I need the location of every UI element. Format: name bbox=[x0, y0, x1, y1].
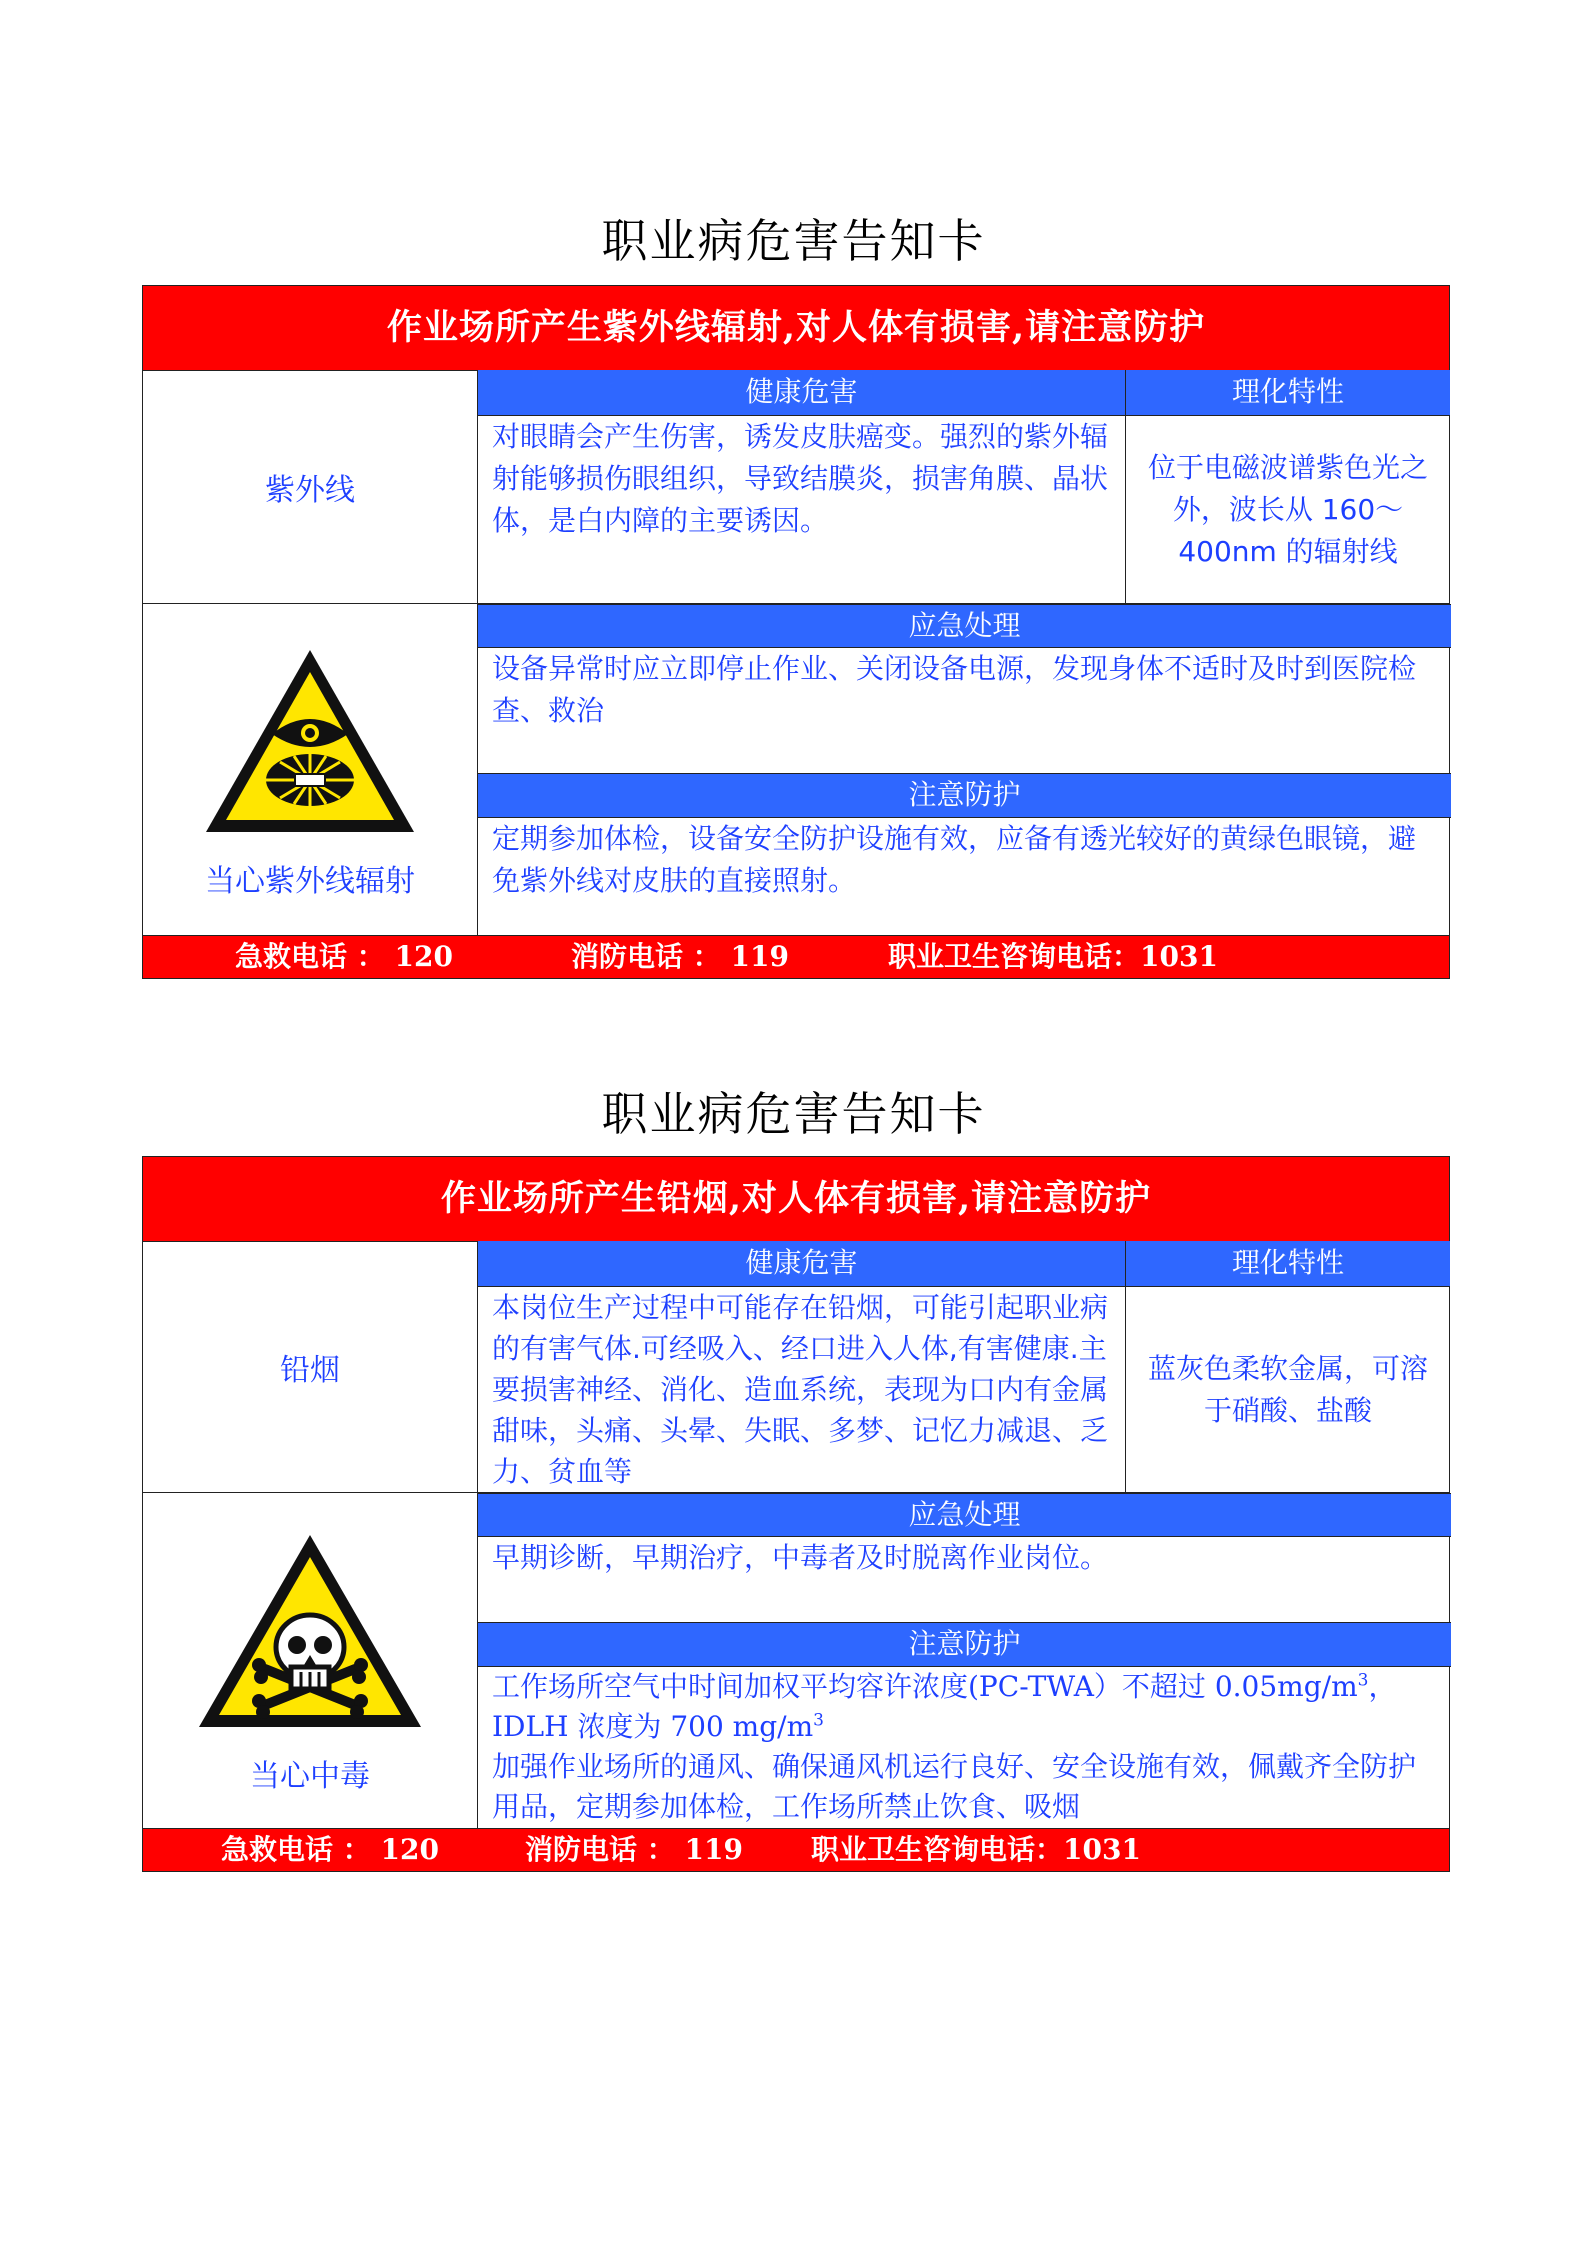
protection-text: 定期参加体检，设备安全防护设施有效，应备有透光较好的黄绿色眼镜，避免紫外线对皮肤的直接照射。 bbox=[492, 822, 1417, 897]
first-aid-phone: 急救电话 ： 120 bbox=[235, 940, 453, 973]
health-hazard-header: 健康危害 bbox=[478, 370, 1126, 416]
card-banner: 作业场所产生紫外线辐射,对人体有损害,请注意防护 bbox=[143, 286, 1449, 371]
fire-phone: 消防电话 ： 119 bbox=[571, 940, 789, 973]
protection-header: 注意防护 bbox=[478, 1623, 1451, 1667]
occupational-health-phone: 职业卫生咨询电话：1031 bbox=[811, 1833, 1141, 1866]
uv-radiation-warning-icon bbox=[200, 642, 420, 842]
page-title: 职业病危害告知卡 bbox=[601, 214, 986, 268]
protection-idlh-line: IDLH 浓度为 700 $mg/m^3$ bbox=[492, 1710, 824, 1743]
properties-header: 理化特性 bbox=[1126, 1241, 1450, 1287]
warning-sign-label: 当心紫外线辐射 bbox=[205, 864, 415, 899]
emergency-header: 应急处理 bbox=[478, 604, 1451, 648]
emergency-text: 设备异常时应立即停止作业、关闭设备电源，发现身体不适时及时到医院检查、救治 bbox=[478, 648, 1451, 774]
page-title: 职业病危害告知卡 bbox=[601, 1087, 986, 1141]
poison-skull-warning-icon bbox=[195, 1529, 425, 1737]
hazard-notice-card bbox=[142, 285, 1450, 979]
health-hazard-header: 健康危害 bbox=[478, 1241, 1126, 1287]
health-hazard-text: 对眼睛会产生伤害，诱发皮肤癌变。强烈的紫外辐射能够损伤眼组织，导致结膜炎，损害角膜、晶状体，是白内障的主要诱因。 bbox=[478, 416, 1126, 604]
emergency-text: 早期诊断，早期治疗，中毒者及时脱离作业岗位。 bbox=[478, 1537, 1451, 1623]
properties-text: 位于电磁波谱紫色光之外，波长从 160～400nm 的辐射线 bbox=[1126, 416, 1450, 604]
properties-header: 理化特性 bbox=[1126, 370, 1450, 416]
hazard-name-cell bbox=[143, 1241, 478, 1493]
protection-text bbox=[478, 1667, 1451, 1831]
emergency-phone-footer bbox=[143, 1828, 1449, 1871]
warning-sign-cell bbox=[143, 604, 478, 938]
emergency-phone-footer bbox=[143, 935, 1449, 978]
warning-sign-label: 当心中毒 bbox=[250, 1759, 370, 1794]
fire-phone: 消防电话 ： 119 bbox=[525, 1833, 743, 1866]
occupational-health-phone: 职业卫生咨询电话：1031 bbox=[888, 940, 1218, 973]
protection-concentration-line: 工作场所空气中时间加权平均容许浓度(PC-TWA）不超过 $0.05mg/m^3$， bbox=[492, 1670, 1397, 1703]
hazard-name: 紫外线 bbox=[265, 472, 355, 508]
hazard-name: 铅烟 bbox=[280, 1352, 340, 1388]
protection-measures-line: 加强作业场所的通风、确保通风机运行良好、安全设施有效，佩戴齐全防护用品，定期参加体检，工作场所禁止饮食、吸烟 bbox=[492, 1750, 1417, 1823]
protection-header: 注意防护 bbox=[478, 774, 1451, 818]
card-banner: 作业场所产生铅烟,对人体有损害,请注意防护 bbox=[143, 1157, 1449, 1242]
first-aid-phone: 急救电话 ： 120 bbox=[221, 1833, 439, 1866]
warning-sign-cell bbox=[143, 1493, 478, 1831]
hazard-name-cell bbox=[143, 370, 478, 604]
properties-text: 蓝灰色柔软金属，可溶于硝酸、盐酸 bbox=[1126, 1287, 1450, 1493]
emergency-header: 应急处理 bbox=[478, 1493, 1451, 1537]
health-hazard-text: 本岗位生产过程中可能存在铅烟，可能引起职业病的有害气体.可经吸入、经口进入人体,有害健康.主要损害神经、消化、造血系统，表现为口内有金属甜味，头痛、头晕、失眠、多梦、记忆力减退、乏力、贫血等 bbox=[478, 1287, 1126, 1493]
hazard-notice-card bbox=[142, 1156, 1450, 1872]
